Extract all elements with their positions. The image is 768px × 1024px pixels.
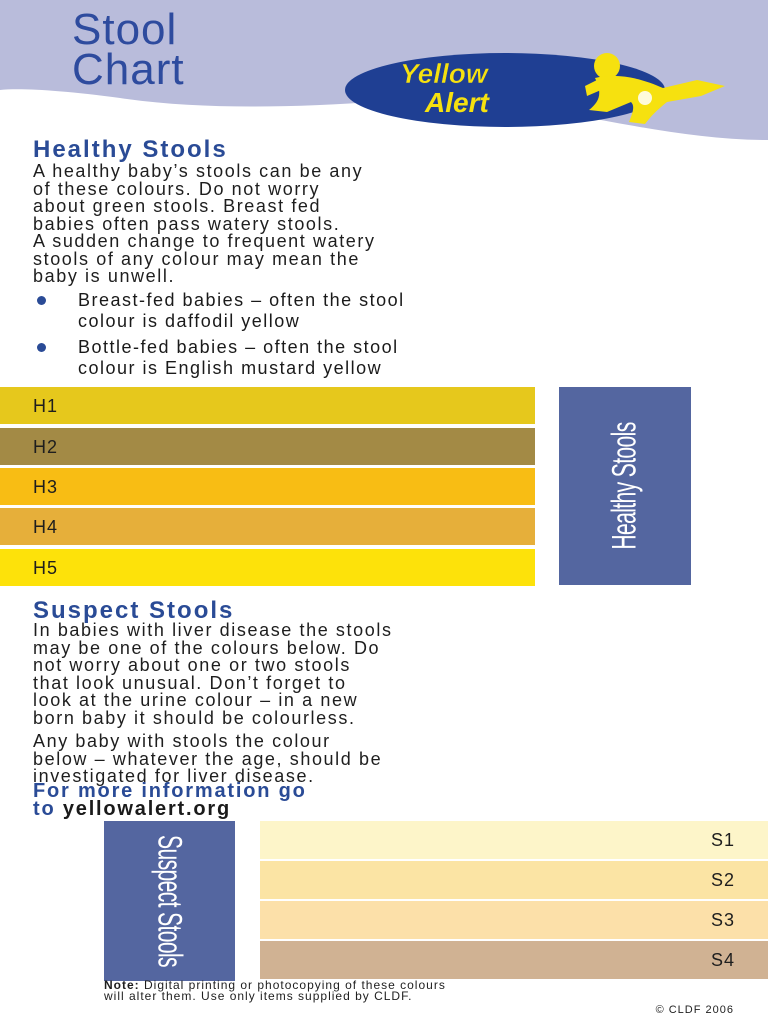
page-title-line-2: Chart — [72, 45, 185, 94]
suspect-line: In babies with liver disease the stools — [33, 620, 393, 640]
swatch-label: H3 — [33, 477, 59, 497]
suspect-line: not worry about one or two stools — [33, 655, 351, 675]
bullet-item-breast-fed — [33, 290, 733, 334]
suspect-stools-side-panel — [104, 821, 235, 981]
healthy-stools-description — [33, 163, 733, 286]
swatch-s3 — [260, 901, 768, 939]
website-link[interactable]: yellowalert.org — [62, 798, 231, 820]
swatch-label: H5 — [33, 558, 59, 578]
bullet-icon — [37, 296, 46, 305]
info-line-1: For more information go — [33, 780, 307, 802]
healthy-line: about green stools. Breast fed — [33, 196, 322, 216]
printing-note — [104, 980, 744, 1002]
healthy-line: A sudden change to frequent watery — [33, 231, 376, 251]
suspect-line: look at the urine colour – in a new — [33, 690, 359, 710]
swatch-h3 — [0, 468, 535, 505]
warning-line: Any baby with stools the colour — [33, 731, 331, 751]
note-label: Note: — [104, 978, 140, 992]
swatch-h4 — [0, 508, 535, 545]
bullet-line: colour is daffodil yellow — [78, 311, 301, 331]
suspect-line: that look unusual. Don’t forget to — [33, 672, 347, 693]
bullet-line: Bottle-fed babies – often the stool — [78, 337, 399, 357]
suspect-line: may be one of the colours below. Do — [33, 637, 381, 658]
suspect-stools-description — [33, 622, 733, 727]
logo-text-yellow: Yellow — [400, 58, 488, 89]
swatch-h5 — [0, 549, 535, 586]
suspect-stools-heading: Suspect Stools — [33, 597, 235, 624]
swatch-s4 — [260, 941, 768, 979]
yellow-alert-logo — [345, 50, 745, 130]
swatch-label: S4 — [710, 950, 735, 970]
healthy-line: babies often pass watery stools. — [33, 213, 341, 234]
info-line-2-prefix: to — [33, 798, 63, 820]
more-information — [33, 782, 307, 818]
healthy-line: stools of any colour may mean the — [33, 248, 360, 269]
note-text: Digital printing or photocopying of these colours — [139, 978, 446, 992]
healthy-stools-heading: Healthy Stools — [33, 136, 228, 163]
page-title-line-1: Stool — [72, 5, 178, 54]
logo-text-alert: Alert — [425, 87, 489, 118]
healthy-line: A healthy baby’s stools can be any — [33, 161, 364, 181]
bullet-icon — [37, 343, 46, 352]
swatch-h1 — [0, 387, 535, 424]
swatch-label: S2 — [710, 870, 735, 890]
bullet-line: colour is English mustard yellow — [78, 358, 383, 378]
swatch-label: S3 — [710, 910, 735, 930]
suspect-stools-warning — [33, 733, 733, 786]
suspect-line: born baby it should be colourless. — [33, 707, 356, 728]
swatch-h2 — [0, 428, 535, 465]
page-title — [72, 5, 185, 94]
healthy-line: baby is unwell. — [33, 266, 176, 286]
warning-line: investigated for liver disease. — [33, 766, 315, 786]
swatch-label: H4 — [33, 517, 59, 537]
swatch-s1 — [260, 821, 768, 859]
swatch-s2 — [260, 861, 768, 899]
swatch-label: H2 — [33, 437, 59, 457]
bullet-line: Breast-fed babies – often the stool — [78, 290, 405, 310]
warning-line: below – whatever the age, should be — [33, 748, 383, 769]
note-text-2: will alter them. Use only items supplied by CLDF. — [104, 989, 413, 1003]
bullet-item-bottle-fed — [33, 337, 733, 381]
swatch-label: S1 — [710, 830, 735, 850]
healthy-stools-side-label: Healthy Stools — [605, 422, 644, 550]
healthy-stools-side-panel — [559, 387, 691, 585]
suspect-stools-side-label: Suspect Stools — [150, 835, 189, 967]
swatch-label: H1 — [33, 396, 59, 416]
copyright: © CLDF 2006 — [655, 1004, 734, 1016]
healthy-line: of these colours. Do not worry — [33, 178, 321, 199]
